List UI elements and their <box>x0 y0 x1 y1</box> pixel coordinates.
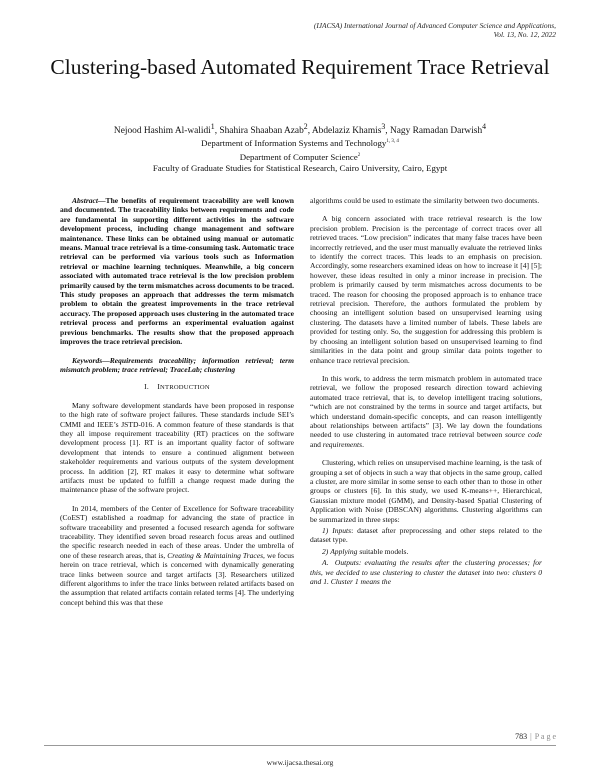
journal-header <box>314 21 556 39</box>
abstract-text: —The benefits of requirement traceability are well known and documented. The traceability links between requirements and code are fundamental in supporting different activities in the software development process, including change management and software maintenance. These links can be obtained using manual or automatic means. Manual trace retrieval is a time-consuming task. Automatic trace retrieval can be performed via various tools such as Information retrieval or machine learning techniques. Meanwhile, a big concern associated with automated trace retrieval is the low precision problem primarily caused by the term mismatches across documents to be traced. This study proposes an approach that addresses the term mismatch problem to obtain the greatest improvements in the trace retrieval accuracy. The proposed approach uses clustering in the automated trace retrieval process and performs an experimental evaluation against previous benchmarks. The results show that the proposed approach improves the trace retrieval precision. <box>60 196 294 347</box>
page-number <box>515 732 556 741</box>
keywords <box>60 356 294 375</box>
affiliation-text: Faculty of Graduate Studies for Statistical Research, Cairo University, Cairo, Egypt <box>152 163 448 174</box>
clustering-paragraph: Clustering, which relies on unsupervised machine learning, is the task of grouping a set of objects in such a way that objects in the same group, called a cluster, are more similar in some sense to each other than to those in other groups or clusters [6]. In this study, we used K-means++, Hierarchical, Gaussian mixture model (GMM), and Density-based Spatial Clustering of Application with Noise (DBSCAN) algorithms. Clustering algorithms can be summarized in three steps: <box>310 458 542 524</box>
paragraph-text: . <box>362 439 364 449</box>
author-name: Shahira Shaaban Azab <box>219 126 304 137</box>
keywords-label: Keywords <box>72 355 103 365</box>
continued-paragraph: algorithms could be used to estimate the similarity between two documents. <box>310 196 540 205</box>
page-number-value: 783 <box>515 732 528 741</box>
list-emphasis: Applying <box>330 546 358 556</box>
right-column <box>310 196 542 586</box>
list-number: 2) <box>322 546 329 556</box>
abstract-label: Abstract <box>72 196 98 205</box>
affiliation <box>0 163 600 175</box>
author-name: Abdelaziz Khamis <box>311 126 382 137</box>
affiliation-text: Department of Computer Science <box>239 151 358 162</box>
keywords-text: —Requirements traceability; information retrieval; term mismatch problem; trace retrieval; TraceLab; clustering <box>60 355 294 374</box>
author-list: Nejood Hashim Al-walidi$^1$, Shahira Shaaban Azab$^2$, Abdelaziz Khamis$^3$, Nagy Ramadan Darwish$^4$ <box>113 122 487 137</box>
page-separator: | <box>530 732 532 741</box>
page-label: P a g e <box>534 732 556 741</box>
list-number: A. <box>322 558 329 568</box>
list-text: : dataset after preprocessing and other steps related to the dataset type. <box>310 526 543 545</box>
author-sup: 2 <box>303 122 308 131</box>
author-name: Nejood Hashim Al-walidi <box>113 126 211 137</box>
list-number: 1) <box>322 526 329 535</box>
journal-name: (IJACSA) International Journal of Advanced Computer Science and Applications, <box>313 21 556 30</box>
paragraph-text: and <box>310 439 323 449</box>
section-heading-introduction <box>60 382 294 392</box>
intro-paragraph-2 <box>60 504 294 607</box>
author-sup: 4 <box>482 122 487 131</box>
precision-paragraph: A big concern associated with trace retrieval research is the low precision problem. Precision is the percentage of correct traces over all retrieved traces. “Low precision” indicates that many false traces have been incorrectly retrieved, and the user must manually evaluate the retrieved links to identify the correct traces. This leads to an emphasis on precision. Accordingly, some researchers examined ideas on how to increase it [4] [5]; however, these ideas resulted in only a minor increase in precision. The problem is primarily caused by term mismatches across documents to be traced. The reason for choosing the proposed approach is to enhance trace retrieval precision. Therefore, the authors formulated the problem by choosing an intelligent solution based on unsupervised learning using clustering. The datasets have a limited number of labels. These labels are provided for testing only. So, the suggestion for addressing this problem is by choosing an intelligent solution based on unsupervised learning to find similarities in the data point and group similar data points together to enhance trace retrieval precision. <box>310 214 542 365</box>
list-item-applying <box>310 547 542 556</box>
list-item-outputs <box>310 558 542 586</box>
section-numeral: I. <box>144 382 149 392</box>
author-name: Nagy Ramadan Darwish <box>389 126 483 137</box>
section-title-rest: NTRODUCTION <box>160 384 210 392</box>
intro-paragraph-1: Many software development standards have been proposed in response to the high rate of software project failures. These standards include SEI’s CMMI and IEEE’s JSTD-016. A common feature of these standards is that they all impose requirement traceability (RT) practices on the software development process [1]. RT is an important quality factor of software development that intends to ensure a continued alignment between stakeholder requirements and various outputs of the system development process. In addition [2], RT makes it easy to determine what software artifacts must be updated to fulfill a change request made during the maintenance phase of the software project. <box>60 400 294 495</box>
list-emphasis: Inputs <box>332 526 352 535</box>
approach-paragraph <box>310 374 542 449</box>
paragraph-emphasis: requirements <box>322 439 363 449</box>
list-text: suitable models. <box>357 546 409 556</box>
paragraph-text: In this work, to address the term mismatch problem in automated trace retrieval, we follow the proposed research direction toward achieving automated trace retrieval, that is, to develop intelligent tracing solutions, “which are not constrained by the terms in source and target artifacts, but which understand domain-specific concepts, and can reason intelligently about relationships between artifacts” [3]. We lay down the foundations needed to use clustering in automated trace retrieval between <box>310 373 542 440</box>
paragraph-text: In 2014, members of the Center of Excellence for Software traceability (CoEST) established a roadmap for advancing the state of practice in software traceability and presented a focused research agenda for software traceability. They identified seven broad research focus areas and outlined the specific research needed in each of these areas. Under the umbrella of one of these research areas, that is, <box>60 503 294 560</box>
footer-website[interactable]: www.ijacsa.thesai.org <box>266 758 334 767</box>
journal-volume: Vol. 13, No. 12, 2022 <box>493 30 556 40</box>
paragraph-emphasis: Creating & Maintaining Traces <box>167 550 264 560</box>
list-item-inputs <box>310 526 542 545</box>
affiliation-sup: 2 <box>357 152 361 158</box>
affiliations <box>0 136 600 175</box>
paragraph-text: , we focus herein on trace retrieval, which is concerned with dynamically generating trace links between source and target artifacts [3]. Researchers utilized different algorithms to infer the trace links between related artifacts based on the assumption that related artifacts contain related terms [4]. The underlying concept behind this was that these <box>60 550 295 607</box>
left-column <box>60 196 294 607</box>
affiliation-text: Department of Information Systems and Technology <box>201 137 387 148</box>
list-text: Outputs: evaluating the results after the clustering processes; for this, we decided to use clustering to cluster the dataset into two: clusters 0 and 1. Cluster 1 means the <box>310 558 542 587</box>
abstract <box>60 196 294 347</box>
author-sup: 3 <box>381 122 386 131</box>
affiliation <box>0 136 600 150</box>
paper-title: Clustering-based Automated Requirement Trace Retrieval <box>50 55 550 79</box>
affiliation-sup: 1, 3, 4 <box>386 139 399 144</box>
author-sup: 1 <box>210 122 215 131</box>
section-title-initial: I <box>157 382 161 392</box>
affiliation <box>0 150 600 164</box>
footer-divider <box>44 745 556 746</box>
paragraph-emphasis: source code <box>505 430 542 440</box>
